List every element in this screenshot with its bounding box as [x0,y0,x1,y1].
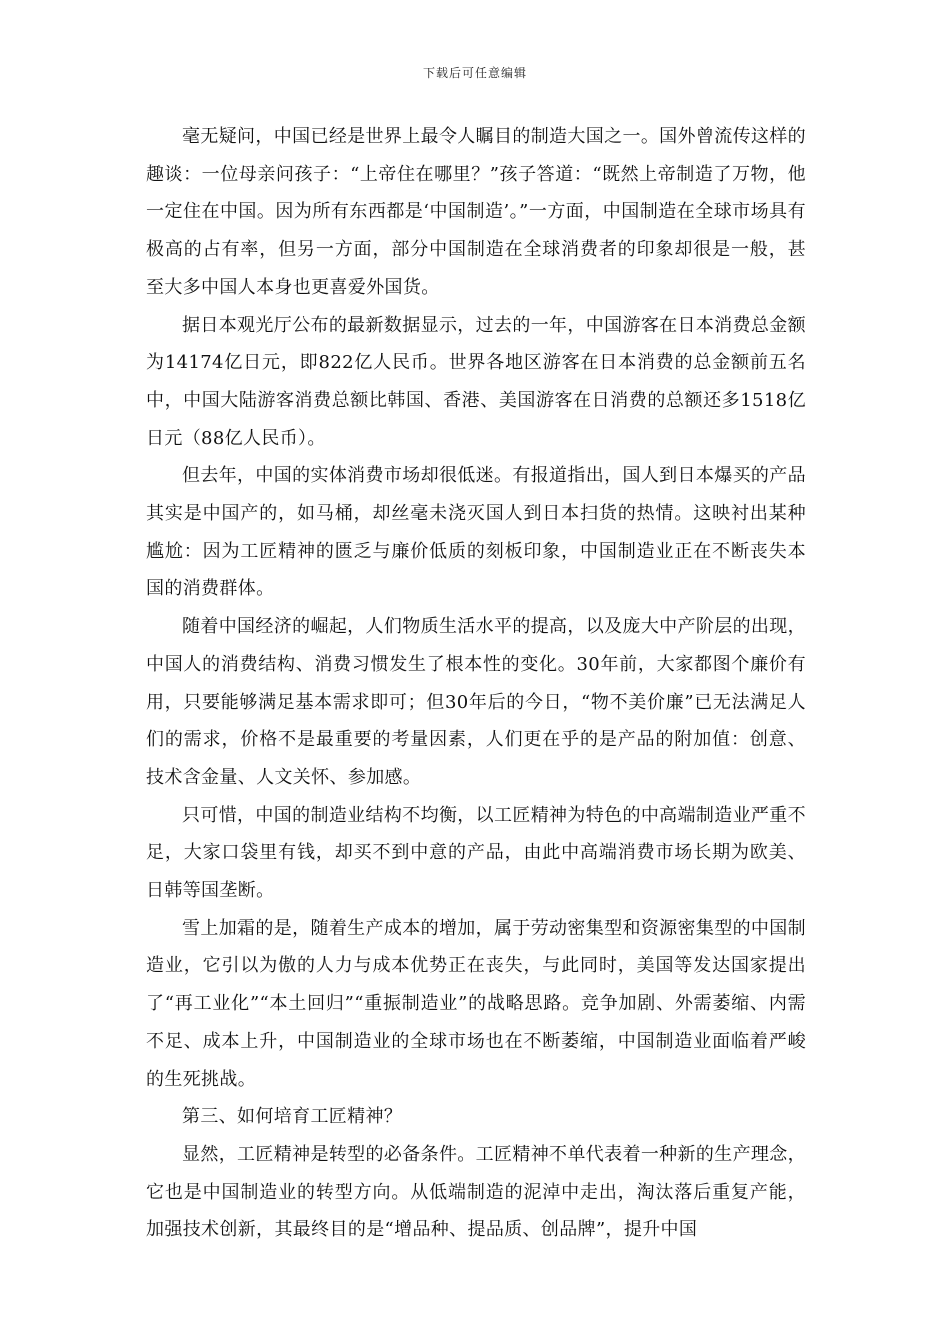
paragraph-tourist-spending: 据日本观光厅公布的最新数据显示，过去的一年，中国游客在日本消费总金额为14174亿日元，即822亿人民币。世界各地区游客在日本消费的总金额前五名中，中国大陆游客消费总额比韩国、香港、美国游客在日消费的总额还多1518亿日元（88亿人民币）。 [146,314,806,449]
paragraph-challenges: 雪上加霜的是，随着生产成本的增加，属于劳动密集型和资源密集型的中国制造业，它引以为傲的人力与成本优势正在丧失，与此同时，美国等发达国家提出了“再工业化”“本土回归”“重振制造业”的战略思路。竞争加剧、外需萎缩、内需不足、成本上升，中国制造业的全球市场也在不断萎缩，中国制造业面临着严峻的生死挑战。 [146,917,806,1090]
paragraph-industry-structure: 只可惜，中国的制造业结构不均衡，以工匠精神为特色的中高端制造业严重不足，大家口袋里有钱，却买不到中意的产品，由此中高端消费市场长期为欧美、日韩等国垄断。 [146,804,806,902]
paragraph-intro: 毫无疑问，中国已经是世界上最令人瞩目的制造大国之一。国外曾流传这样的趣谈：一位母亲问孩子：“上帝住在哪里？”孩子答道：“既然上帝制造了万物，他一定住在中国。因为所有东西都是‘中国制造’。”一方面，中国制造在全球市场具有极高的占有率，但另一方面，部分中国制造在全球消费者的印象却很是一般，甚至大多中国人本身也更喜爱外国货。 [146,126,806,298]
paragraph-consumption-change: 随着中国经济的崛起，人们物质生活水平的提高，以及庞大中产阶层的出现，中国人的消费结构、消费习惯发生了根本性的变化。30年前，大家都图个廉价有用，只要能够满足基本需求即可；但30年后的今日，“物不美价廉”已无法满足人们的需求，价格不是最重要的考量因素，人们更在乎的是产品的附加值：创意、技术含金量、人文关怀、参加感。 [146,616,806,788]
document-body [146,118,806,1249]
section-heading: 第三、如何培育工匠精神？ [182,1106,403,1128]
page-header: 下载后可任意编辑 [422,66,527,80]
paragraph-craftsmanship: 显然，工匠精神是转型的必备条件。工匠精神不单代表着一种新的生产理念，它也是中国制造业的转型方向。从低端制造的泥淖中走出，淘汰落后重复产能，加强技术创新，其最终目的是“增品种、提品质、创品牌”，提升中国 [146,1143,806,1241]
paragraph-domestic-market: 但去年，中国的实体消费市场却很低迷。有报道指出，国人到日本爆买的产品其实是中国产的，如马桶，却丝毫未浇灭国人到日本扫货的热情。这映衬出某种尴尬：因为工匠精神的匮乏与廉价低质的刻板印象，中国制造业正在不断丧失本国的消费群体。 [146,465,806,600]
